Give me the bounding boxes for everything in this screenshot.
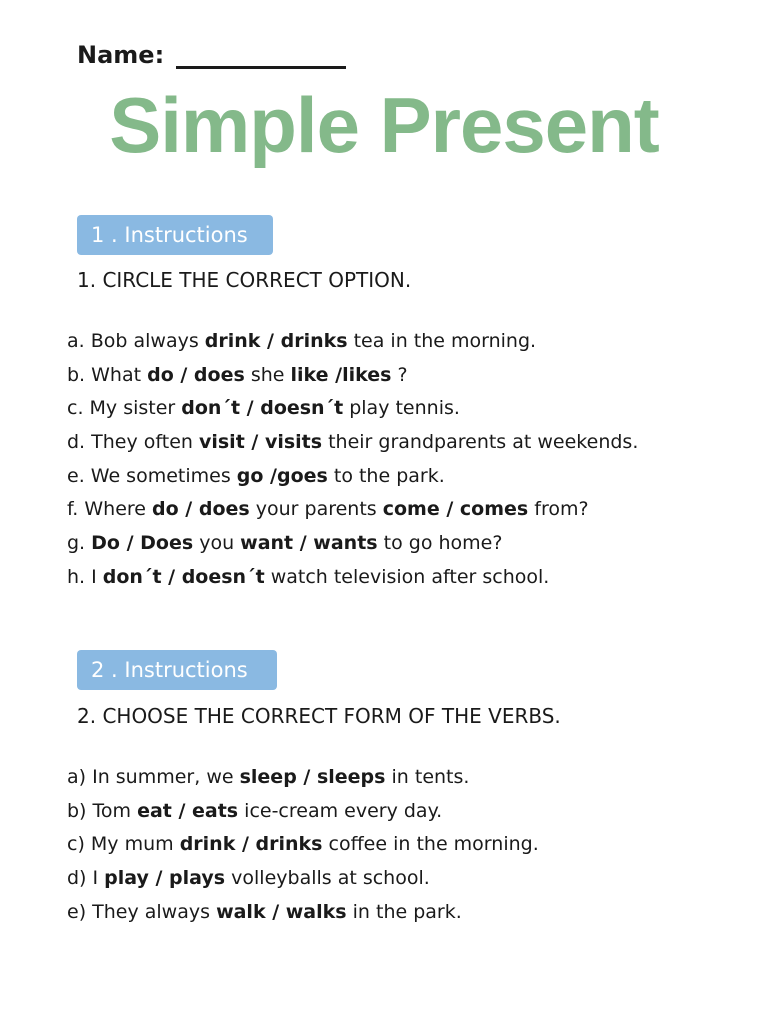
section-1-heading: 1. CIRCLE THE CORRECT OPTION. [77,268,412,292]
exercise-item [67,427,638,461]
sentence-text: c) My mum [67,833,180,856]
sentence-text: their grandparents at weekends. [322,431,639,454]
name-label: Name: [77,41,165,69]
sentence-text: in tents. [385,766,470,788]
answer-option[interactable]: walk / walks [216,900,347,923]
sentence-text: in the park. [346,900,462,923]
exercise-item [67,494,638,528]
answer-option[interactable]: do / does [147,363,245,386]
answer-option[interactable]: eat / eats [137,799,239,822]
exercise-item [67,528,638,562]
section-2-badge: 2 . Instructions [77,650,277,690]
page-title: Simple Present [109,81,659,169]
exercise-item [67,326,638,360]
sentence-text: h. I [67,565,103,588]
sentence-text: to go home? [377,532,503,555]
sentence-text: watch television after school. [264,565,550,588]
sentence-text: play tennis. [343,397,460,420]
sentence-text: d. They often [67,431,199,454]
exercise-item [67,829,539,863]
name-field-row [77,40,346,69]
exercise-item [67,796,539,830]
exercise-item [67,897,539,931]
sentence-text: a. Bob always [67,330,205,352]
section-2-heading: 2. CHOOSE THE CORRECT FORM OF THE VERBS. [77,704,561,728]
answer-option[interactable]: come / comes [382,498,529,521]
sentence-text: tea in the morning. [347,330,537,352]
answer-option[interactable]: like /likes [290,363,392,386]
sentence-text: to the park. [327,464,445,487]
name-blank-line[interactable] [176,40,346,69]
answer-option[interactable]: sleep / sleeps [239,766,386,788]
sentence-text: she [244,363,291,386]
sentence-text: your parents [249,498,383,521]
exercise-item [67,360,638,394]
sentence-text: ice-cream every day. [238,799,443,822]
answer-option[interactable]: do / does [152,498,250,521]
sentence-text: e) They always [67,900,217,923]
sentence-text: g. [67,532,92,555]
exercise-item [67,461,638,495]
exercise-item [67,393,638,427]
sentence-text: f. Where [67,498,153,521]
answer-option[interactable]: go /goes [236,464,328,487]
sentence-text: from? [528,498,589,521]
answer-option[interactable]: play / plays [104,867,226,890]
sentence-text: e. We sometimes [67,464,237,487]
sentence-text: d) I [67,867,105,890]
sentence-text: ? [391,363,408,386]
section-1-exercise-list [67,326,638,596]
exercise-item [67,562,638,596]
sentence-text: b. What [67,363,148,386]
answer-option[interactable]: want / wants [240,532,378,555]
exercise-item [67,863,539,897]
sentence-text: you [193,532,241,555]
sentence-text: a) In summer, we [67,766,240,788]
section-1-badge: 1 . Instructions [77,215,273,255]
sentence-text: volleyballs at school. [225,867,430,890]
answer-option[interactable]: don´t / doesn´t [102,565,265,588]
answer-option[interactable]: visit / visits [198,431,323,454]
answer-option[interactable]: don´t / doesn´t [181,397,344,420]
sentence-text: b) Tom [67,799,138,822]
section-2-exercise-list [67,762,539,930]
sentence-text: coffee in the morning. [322,833,539,856]
answer-option[interactable]: Do / Does [91,532,194,555]
answer-option[interactable]: drink / drinks [204,330,348,352]
exercise-item [67,762,539,796]
answer-option[interactable]: drink / drinks [179,833,323,856]
sentence-text: c. My sister [67,397,182,420]
